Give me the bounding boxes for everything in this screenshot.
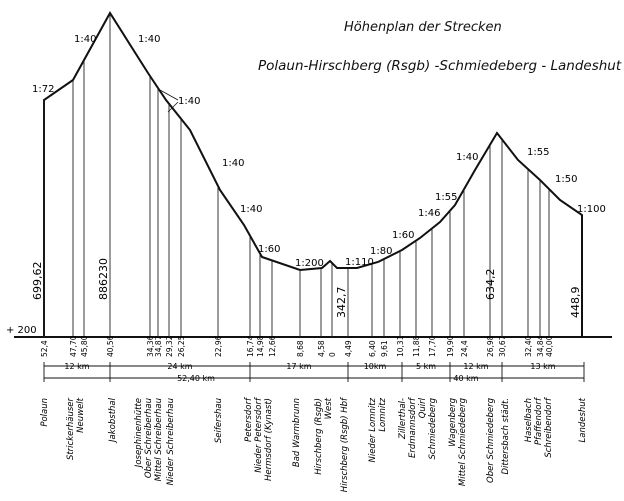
- elevation-label: 699,62: [31, 261, 44, 300]
- km-mark: 47,70: [69, 335, 78, 357]
- segment-label: 24 km: [167, 362, 193, 371]
- elevation-label: 342,7: [335, 286, 348, 318]
- station-names: [40, 396, 588, 492]
- gradient-label: 1:72: [32, 84, 55, 95]
- gradient-label: 1:110: [345, 257, 374, 268]
- station-name: Lomnitz: [378, 398, 388, 432]
- segment-label: 12 km: [64, 362, 90, 371]
- km-mark: 11,88: [412, 335, 421, 357]
- station-name: Neuwelt: [76, 398, 86, 433]
- station-name: Quirl: [418, 398, 428, 419]
- km-mark: 45,80: [80, 335, 89, 357]
- station-name: Ober Schreiberhau: [144, 398, 154, 479]
- km-mark: 40,00: [545, 335, 554, 357]
- station-name: Zillerthal-: [398, 398, 408, 439]
- gradient-label: 1:55: [435, 192, 458, 203]
- title-line-2: Polaun-Hirschberg (Rsgb) -Schmiedeberg - Landeshut: [258, 58, 622, 74]
- km-mark: 16,74: [246, 335, 255, 357]
- gradient-label: 1:40: [138, 34, 161, 45]
- elevation-label: 448,9: [569, 286, 582, 318]
- gradient-label: 1:50: [555, 174, 578, 185]
- station-name: Seifershau: [214, 398, 224, 444]
- station-name: Pfaffendorf: [534, 398, 544, 446]
- gradient-label: 1:40: [74, 34, 97, 45]
- km-marks: [40, 335, 554, 357]
- station-name: Bad Warmbrunn: [292, 398, 302, 468]
- segment-label: 12 km: [463, 362, 489, 371]
- gradient-label: 1:100: [577, 204, 606, 215]
- gradient-label: 1:60: [392, 230, 415, 241]
- station-name: Hirschberg (Rsgb): [314, 398, 324, 475]
- gradient-label: 1:200: [295, 258, 324, 269]
- km-mark: 34,87: [154, 335, 163, 357]
- total-label: 52,40 km: [177, 374, 215, 383]
- station-name: Haselbach: [524, 398, 534, 443]
- km-mark: 4,58: [317, 340, 326, 357]
- gradient-label: 1:40: [456, 152, 479, 163]
- gradient-label: 1:60: [258, 244, 281, 255]
- station-name: Schmiedeberg: [428, 398, 438, 460]
- station-name: Mittel Schmiedeberg: [458, 398, 468, 487]
- km-mark: 14,98: [256, 335, 265, 357]
- station-name: Petersdorf: [244, 398, 254, 442]
- station-name: Strickerhäuser: [66, 398, 76, 461]
- gradient-label: 1:46: [418, 208, 441, 219]
- gradient-label: 1:40: [222, 158, 245, 169]
- km-mark: 10,31: [396, 335, 405, 357]
- station-name: Polaun: [40, 398, 50, 427]
- km-mark: 0: [328, 352, 337, 357]
- segment-label: 13 km: [530, 362, 556, 371]
- station-name: Nieder Schreiberhau: [166, 398, 176, 486]
- km-mark: 34,84: [536, 335, 545, 357]
- km-mark: 29,32: [165, 335, 174, 357]
- km-mark: 24,4: [460, 340, 469, 357]
- gradient-label: 1:40: [240, 204, 263, 215]
- elevation-label: 886230: [97, 258, 110, 300]
- km-mark: 26,25: [177, 335, 186, 357]
- km-mark: 17,70: [428, 335, 437, 357]
- station-name: West: [324, 398, 334, 420]
- km-mark: 32,40: [524, 335, 533, 357]
- station-name: Schreibendorf: [544, 398, 554, 458]
- station-name: Erdmannsdorf: [408, 398, 418, 459]
- station-name: Hermsdorf (Kynast): [264, 398, 274, 481]
- distance-segments: [44, 362, 584, 383]
- km-mark: 30,67: [498, 335, 507, 357]
- station-name: Jakobsthal: [108, 398, 118, 442]
- km-mark: 6,40: [368, 340, 377, 357]
- total-label: 40 km: [453, 374, 479, 383]
- km-mark: 9,61: [380, 340, 389, 357]
- km-mark: 52,4: [40, 340, 49, 357]
- km-mark: 34,36: [146, 335, 155, 357]
- km-mark: 8,68: [296, 340, 305, 357]
- km-mark: 4,49: [344, 340, 353, 357]
- km-mark: 40,56: [106, 335, 115, 357]
- station-name: Mittel Schreiberhau: [154, 398, 164, 482]
- station-name: Nieder Petersdorf: [254, 398, 264, 473]
- title-line-1: Höhenplan der Strecken: [344, 20, 502, 35]
- segment-label: 17 km: [286, 362, 312, 371]
- station-name: Ober Schmiedeberg: [486, 398, 496, 483]
- gradient-label: 1:80: [370, 246, 393, 257]
- elevation-label: 634,2: [484, 268, 497, 300]
- station-name: Landeshut: [578, 398, 588, 443]
- km-mark: 22,96: [214, 335, 223, 357]
- gradient-label: 1:40: [178, 96, 201, 107]
- station-name: Dittersbach städt.: [501, 398, 511, 475]
- datum-label: + 200: [6, 325, 37, 336]
- segment-label: 10km: [363, 362, 387, 371]
- km-mark: 19,90: [446, 335, 455, 357]
- segment-label: 5 km: [415, 362, 437, 371]
- gradient-label: 1:55: [527, 147, 550, 158]
- station-name: Nieder Lomnitz: [368, 398, 378, 463]
- station-name: Wagenberg: [448, 398, 458, 447]
- km-mark: 26,98: [486, 335, 495, 357]
- km-mark: 12,66: [268, 335, 277, 357]
- station-name: Hirschberg (Rsgb) Hbf: [340, 398, 350, 493]
- station-name: Josephinenhütte: [134, 398, 144, 468]
